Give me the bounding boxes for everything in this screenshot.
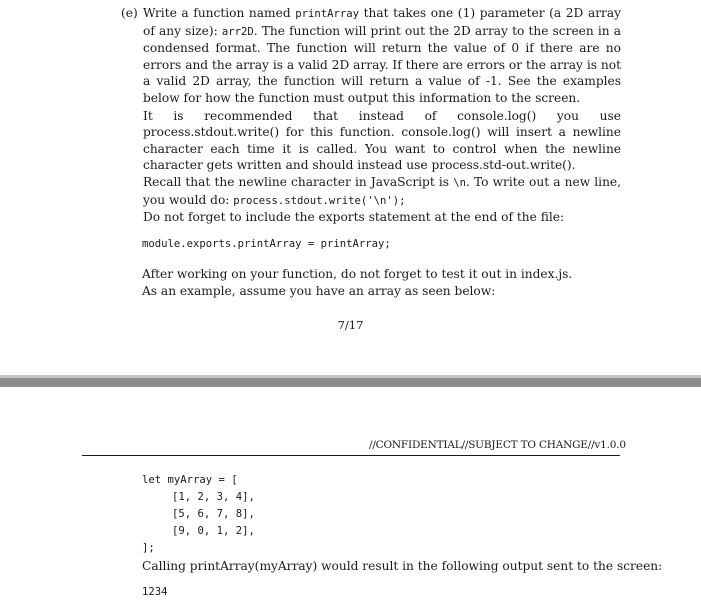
- question-e-para1: [121, 5, 621, 107]
- para1-part1: Write a function named: [143, 6, 296, 20]
- array-code-example: [142, 472, 255, 557]
- exports-statement: module.exports.printArray = printArray;: [142, 238, 391, 250]
- function-name: printArray: [295, 8, 360, 20]
- code-line: [1, 2, 3, 4],: [172, 491, 255, 503]
- question-e-para5: After working on your function, do not forget to test it out in index.js.: [142, 267, 573, 281]
- code-line: [5, 6, 7, 8],: [172, 508, 255, 520]
- question-e-text: [121, 5, 621, 226]
- output-line: 1234: [142, 586, 168, 598]
- question-label: (e): [121, 6, 138, 20]
- para3-part2: . To write out a new line, you would do:: [143, 174, 621, 207]
- parameter-name: arr2D: [221, 25, 254, 38]
- code-line: [9, 0, 1, 2],: [172, 525, 255, 537]
- code-line: ];: [142, 542, 155, 554]
- confidential-header: //CONFIDENTIAL//SUBJECT TO CHANGE//v1.0.0: [369, 439, 626, 451]
- newline-char: \n: [453, 176, 466, 189]
- newline-code: process.stdout.write('\n');: [233, 194, 406, 207]
- calling-text: Calling printArray(myArray) would result in the following output sent to the screen:: [142, 559, 663, 573]
- code-line: let myArray = [: [142, 474, 238, 486]
- para1-part3: . The function will print out the 2D array to the screen in a condensed format. The function will return the value of 0 if there are no errors and the array is a valid 2D array. If there are errors or the array is not a valid 2D array, the function will return a value of -1. See the examples below for how the function must output this information to the screen.: [143, 23, 621, 105]
- para1-part2: that takes one (1) parameter (a 2D array of any size):: [143, 6, 622, 38]
- question-e-para6: As an example, assume you have an array as seen below:: [142, 284, 496, 298]
- question-e-para2: It is recommended that instead of console.log() you use process.stdout.write() for this function. console.log() will insert a newline character each time it is called. You want to control when the newline character gets written and should instead use process.std-out.write().: [143, 108, 621, 173]
- header-rule: [82, 455, 620, 456]
- question-e-para3: [121, 174, 621, 209]
- para3-part1: Recall that the newline character in JavaScript is: [143, 174, 454, 189]
- page-separator: [0, 378, 701, 387]
- question-e-para4: Do not forget to include the exports statement at the end of the file:: [143, 210, 565, 225]
- page-number: 7/17: [337, 318, 364, 332]
